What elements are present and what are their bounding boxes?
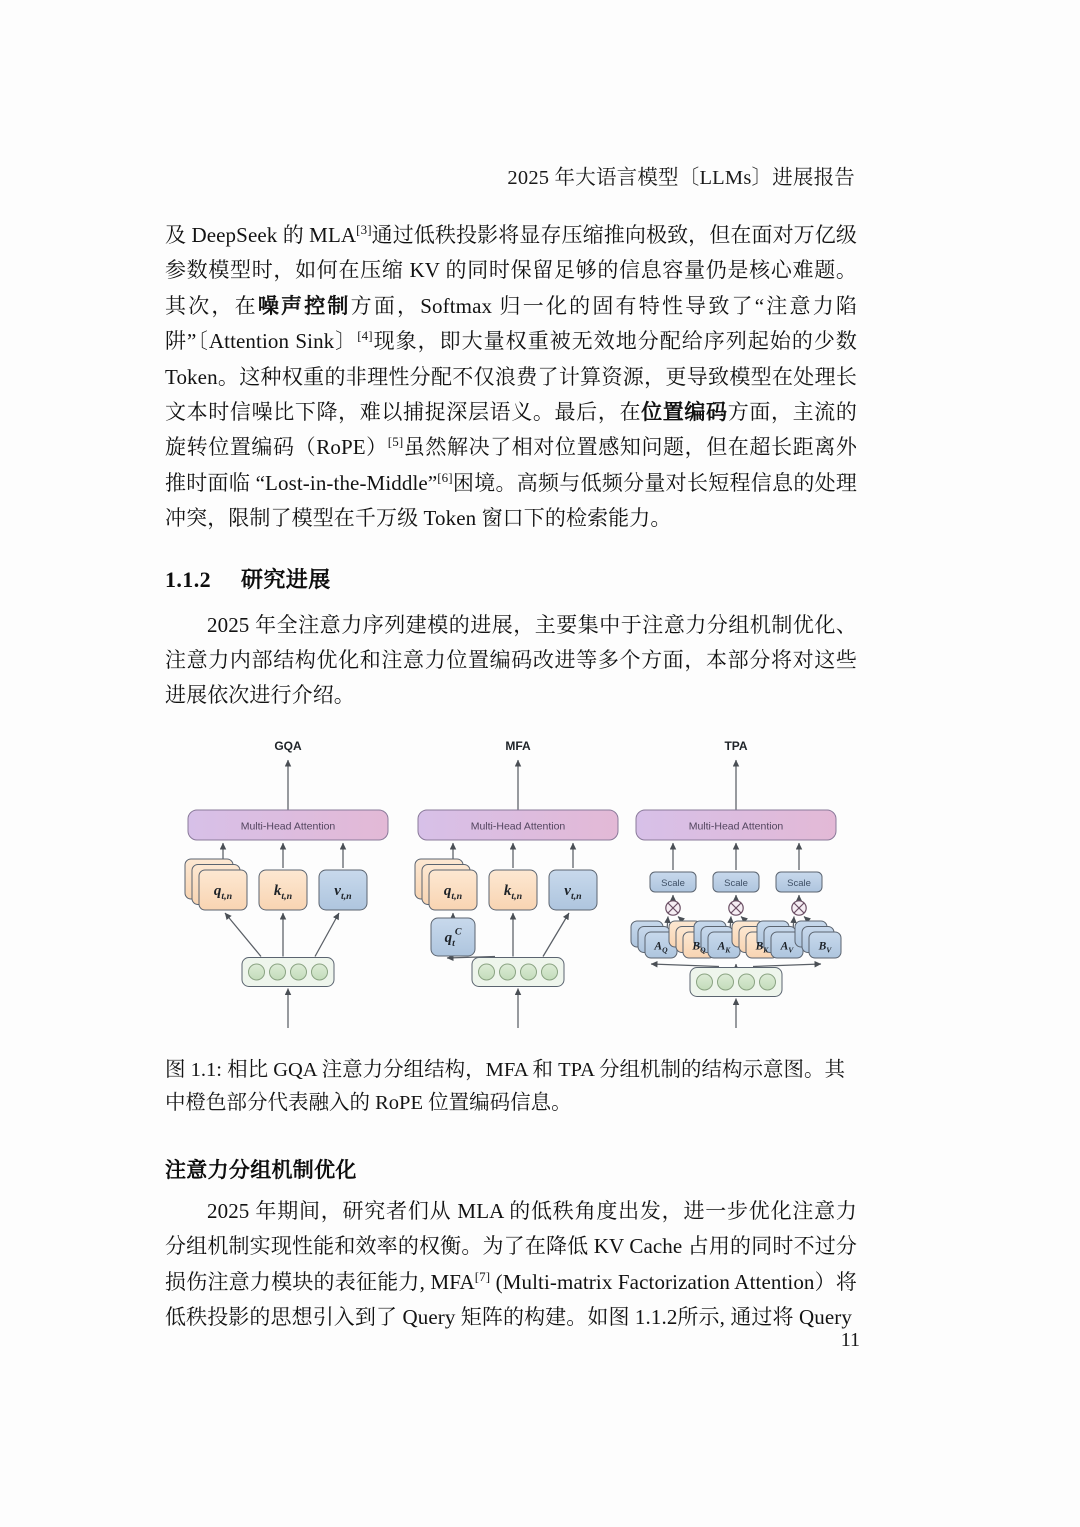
text-run: 方面，Softmax 归一化的固有特性导致了“注意力陷阱”〔Attention Sink〕 (165, 293, 857, 354)
strip-to-q-GQA (225, 913, 261, 957)
scale-label-1: Scale (724, 877, 748, 889)
page-content (165, 218, 857, 1336)
citation-ref: [4] (357, 328, 373, 344)
token-strip-GQA-token-3 (312, 964, 328, 980)
node-k-MFA-label-text: $k_{t,n}$ (503, 882, 523, 903)
token-strip-GQA-token-2 (291, 964, 307, 980)
panel-title-MFA: MFA (505, 738, 531, 753)
multi-head-attention-label-MFA: Multi-Head Attention (470, 820, 566, 833)
factor-AQ-label-text: $A_Q$ (654, 940, 668, 955)
scale-label-2: Scale (787, 877, 811, 889)
citation-ref: [6] (437, 469, 453, 485)
paragraph-challenges (165, 218, 857, 537)
running-header: 2025 年大语言模型〔LLMs〕进展报告 (507, 167, 855, 189)
factor-AK-label-text: $A_K$ (717, 940, 731, 955)
node-v-MFA-label-text: $v_{t,n}$ (564, 882, 582, 903)
node-v-GQA-label-text: $v_{t,n}$ (334, 882, 352, 903)
node-q-MFA-label-text: $q_{t,n}$ (443, 882, 463, 903)
text-run: 现象，即大量权重被无效地分配给序列起始的少数 Token。这种权重的非理性分配不仅浪费了计算资源，更导致模型在处理长文本时信噪比下降，难以捕捉深层语义。最后，在 (165, 329, 857, 425)
token-strip-GQA-token-1 (270, 964, 286, 980)
token-strip-TPA-token-0 (697, 974, 713, 990)
tensor-product-operator-2 (792, 901, 806, 915)
citation-ref: [3] (356, 222, 372, 237)
text-run: 及 DeepSeek 的 MLA (165, 223, 357, 247)
strip-to-group-2 (753, 964, 821, 967)
latent-node-label-MFA-text: $q_t^C$ (444, 926, 462, 950)
tensor-product-operator-1 (729, 901, 743, 915)
node-q-GQA-label-text: $q_{t,n}$ (213, 882, 233, 903)
text-run: 2025 年期间，研究者们从 MLA 的低秩角度出发，进一步优化注意力分组机制实现性能和效率的权衡。为了在降低 KV Cache 占用的同时不过分损伤注意力模块的表征能力, MFA (165, 1198, 857, 1294)
token-strip-TPA (690, 967, 782, 996)
runin-heading: 注意力分组机制优化 (165, 1157, 357, 1182)
panel-title-TPA: TPA (724, 738, 748, 753)
node-k-GQA-label-text: $k_{t,n}$ (273, 882, 293, 903)
figure-caption: 图 1.1: 相比 GQA 注意力分组结构，MFA 和 TPA 分组机制的结构示意图。其中橙色部分代表融入的 RoPE 位置编码信息。 (165, 1058, 845, 1114)
scale-label-0: Scale (661, 877, 685, 889)
strip-to-group-0 (651, 964, 719, 967)
paragraph-progress-intro: 2025 年全注意力序列建模的进展，主要集中于注意力分组机制优化、注意力内部结构优化和注意力位置编码改进等多个方面，本部分将对这些进展依次进行介绍。 (165, 612, 857, 708)
token-strip-MFA-token-2 (521, 964, 537, 980)
node-q-MFA-front (429, 870, 477, 910)
token-strip-TPA-token-1 (718, 974, 734, 990)
token-strip-TPA-token-2 (739, 974, 755, 990)
text-run: 位置编码 (641, 400, 728, 425)
factor-BQ-label-text: $B_Q$ (692, 940, 706, 955)
text-run: 虽然解决了相对位置感知问题，但在超长距离外推时面临 “Lost-in-the-Middle” (165, 435, 857, 495)
text-run: 困境。高频与低频分量对长短程信息的处理冲突，限制了模型在千万级 Token 窗口下的检索能力。 (165, 470, 857, 531)
strip-to-v-MFA (543, 913, 569, 957)
citation-ref: [7] (474, 1268, 491, 1284)
node-k-GQA (259, 870, 307, 910)
paragraph-mfa (165, 1194, 857, 1336)
token-strip-MFA-token-0 (479, 964, 495, 980)
node-k-MFA (489, 870, 537, 910)
token-strip-GQA (242, 957, 334, 986)
text-run: (Multi-matrix Factorization Attention）将低秩投影的思想引入到了 Query 矩阵的构建。如图 1.1.2所示, 通过将 Query (165, 1269, 857, 1330)
tensor-product-operator-0 (666, 901, 680, 915)
figure-diagram (165, 736, 857, 1036)
token-strip-MFA (472, 957, 564, 986)
token-strip-MFA-token-3 (542, 964, 558, 980)
text-run: 噪声控制 (257, 293, 351, 318)
section-title: 研究进展 (241, 566, 331, 592)
node-q-GQA-front (199, 870, 247, 910)
node-v-GQA (319, 870, 367, 910)
panel-title-GQA: GQA (274, 738, 302, 753)
token-strip-TPA-token-3 (760, 974, 776, 990)
factor-BV-label-text: $B_V$ (818, 940, 832, 955)
latent-node-MFA (431, 918, 475, 956)
section-heading (165, 563, 857, 594)
factor-BK-label-text: $B_K$ (755, 940, 769, 955)
section-number: 1.1.2 (165, 566, 211, 592)
text-run: 方面，主流的旋转位置编码（RoPE） (165, 400, 857, 460)
node-v-MFA (549, 870, 597, 910)
multi-head-attention-label-TPA: Multi-Head Attention (688, 820, 784, 833)
token-strip-MFA-token-1 (500, 964, 516, 980)
factor-AV-label-text: $A_V$ (780, 940, 794, 955)
figure-1-1 (165, 736, 857, 1036)
token-strip-GQA-token-0 (249, 964, 265, 980)
page-number: 11 (840, 1329, 860, 1351)
text-run: 通过低秩投影将显存压缩推向极致，但在面对万亿级参数模型时，如何在压缩 KV 的同时保留足够的信息容量仍是核心难题。其次，在 (165, 223, 857, 318)
strip-to-v-GQA (315, 913, 339, 957)
multi-head-attention-label-GQA: Multi-Head Attention (240, 820, 336, 833)
citation-ref: [5] (387, 434, 404, 450)
